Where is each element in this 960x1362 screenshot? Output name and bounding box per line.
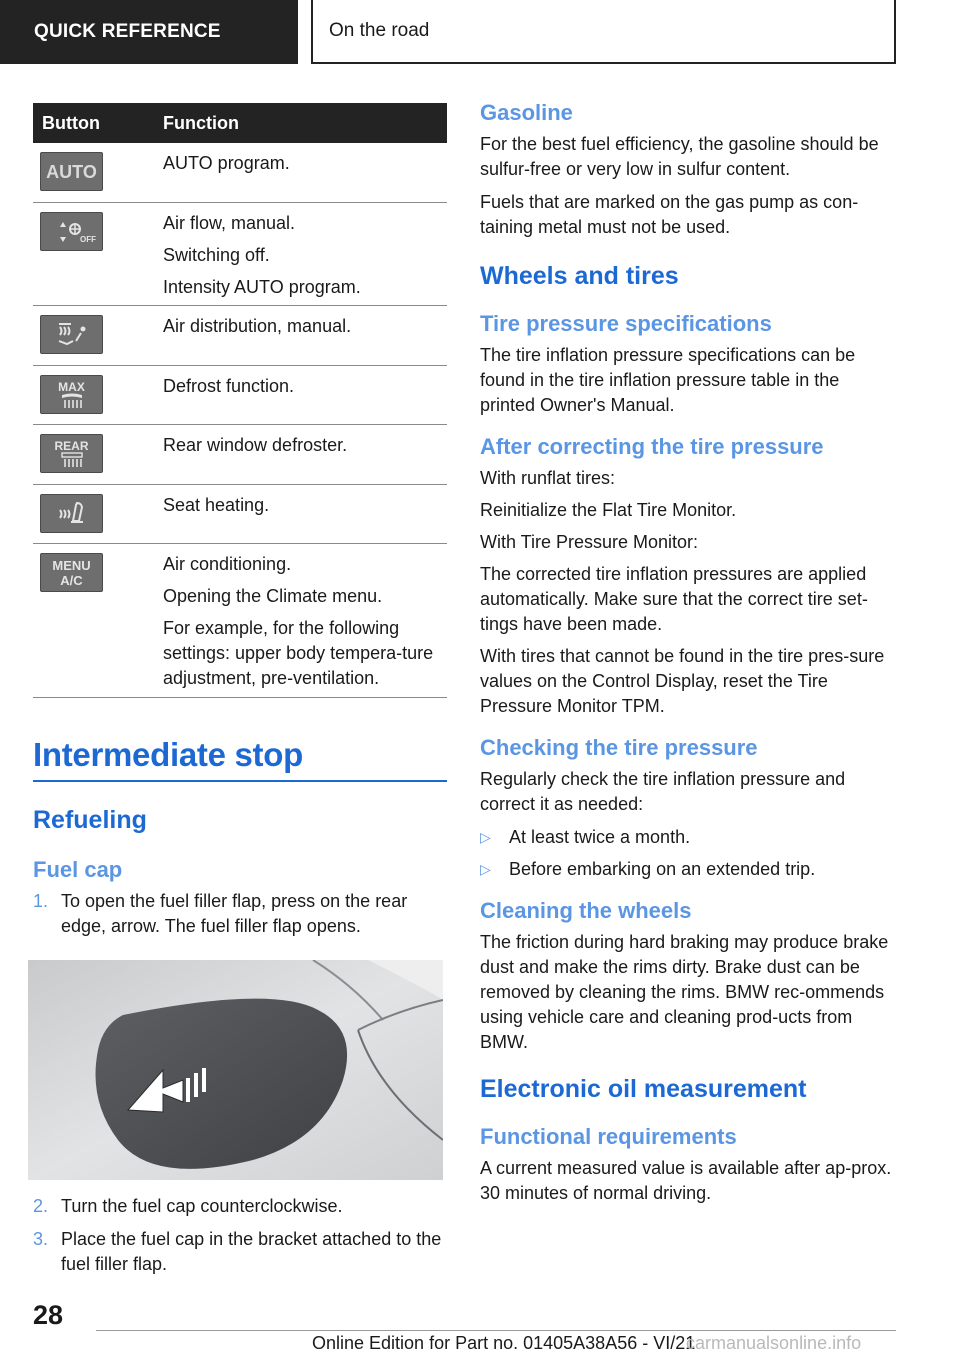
table-row (33, 203, 447, 306)
list-item: 3. Place the fuel cap in the bracket attached to the fuel filler flap. (33, 1229, 442, 1274)
heading-fuel-cap: Fuel cap (33, 857, 123, 882)
defrost-max-button-icon: MAX (40, 375, 103, 414)
table-row (33, 485, 447, 544)
heading-wheels-and-tires: Wheels and tires (480, 262, 679, 290)
right-column (480, 100, 898, 1206)
section-tab: QUICK REFERENCE (0, 0, 298, 64)
function-text: Opening the Climate menu. (163, 586, 383, 606)
table-row (33, 366, 447, 425)
triangle-bullet-icon: ▷ (480, 861, 491, 877)
paragraph: With Tire Pressure Monitor: (480, 532, 699, 552)
seat-heating-button-icon (40, 494, 103, 533)
menu-ac-button-icon: MENU A/C (40, 553, 103, 592)
function-text: For example, for the following settings: upper body tempera-ture adjustment, pre-ventilation. (163, 618, 434, 688)
list-item: 1. To open the fuel filler flap, press on the rear edge, arrow. The fuel filler flap opens. (33, 891, 408, 936)
paragraph: The tire inflation pressure specifications can be found in the tire inflation pressure table in the printed Owner's Manual. (480, 345, 856, 415)
function-text: Intensity AUTO program. (163, 277, 361, 297)
heading-refueling: Refueling (33, 806, 147, 834)
function-text: Air distribution, manual. (163, 316, 352, 336)
watermark: carmanualsonline.info (686, 1333, 862, 1353)
function-text: Rear window defroster. (163, 435, 348, 455)
function-text: Switching off. (163, 245, 270, 265)
paragraph: Fuels that are marked on the gas pump as con-taining metal must not be used. (480, 192, 859, 237)
footer-edition: Online Edition for Part no. 01405A38A56 - VI/21 (312, 1333, 696, 1353)
heading-cleaning-wheels: Cleaning the wheels (480, 898, 692, 923)
heading-functional-requirements: Functional requirements (480, 1124, 737, 1149)
list-item: ▷ Before embarking on an extended trip. (480, 857, 898, 882)
footer-rule (96, 1330, 896, 1331)
heading-rule (33, 780, 447, 782)
column-header-function: Function (163, 113, 239, 133)
heading-gasoline: Gasoline (480, 100, 573, 125)
paragraph: Reinitialize the Flat Tire Monitor. (480, 500, 737, 520)
paragraph: Regularly check the tire inflation pressure and correct it as needed: (480, 769, 846, 814)
table-row (33, 143, 447, 203)
heading-tire-pressure-specifications: Tire pressure specifications (480, 311, 772, 336)
heading-electronic-oil-measurement: Electronic oil measurement (480, 1075, 807, 1103)
function-text: Defrost function. (163, 376, 295, 396)
heading-intermediate-stop: Intermediate stop (33, 736, 303, 773)
column-header-button: Button (42, 113, 100, 133)
table-header (33, 103, 447, 143)
list-item: ▷ At least twice a month. (480, 825, 898, 850)
chapter-title: On the road (311, 0, 896, 64)
function-text: Air conditioning. (163, 554, 292, 574)
function-text: Air flow, manual. (163, 213, 296, 233)
table-row (33, 544, 447, 698)
paragraph: The corrected tire inflation pressures are applied automatically. Make sure that the correct tire set-tings have been made. (480, 564, 868, 634)
triangle-bullet-icon: ▷ (480, 829, 491, 845)
auto-program-button-icon: AUTO (40, 152, 103, 191)
air-distribution-button-icon (40, 315, 103, 354)
function-text: AUTO program. (163, 153, 290, 173)
table-row (33, 306, 447, 366)
paragraph: A current measured value is available after ap-prox. 30 minutes of normal driving. (480, 1158, 892, 1203)
button-function-table (33, 103, 447, 698)
page-number: 28 (33, 1300, 64, 1330)
paragraph: The friction during hard braking may produce brake dust and make the rims dirty. Brake dust can be removed by cleaning the rims. BMW rec-ommends using vehicle care and cleaning prod-ucts from BMW. (480, 932, 889, 1052)
table-row (33, 425, 447, 485)
heading-checking-tire-pressure: Checking the tire pressure (480, 735, 758, 760)
paragraph: For the best fuel efficiency, the gasoline should be sulfur-free or very low in sulfur content. (480, 134, 879, 179)
rear-defroster-button-icon: REAR (40, 434, 103, 473)
paragraph: With runflat tires: (480, 468, 616, 488)
heading-after-correcting: After correcting the tire pressure (480, 434, 824, 459)
air-flow-off-button-icon: OFF (40, 212, 103, 251)
list-item: 2. Turn the fuel cap counterclockwise. (33, 1196, 343, 1216)
paragraph: With tires that cannot be found in the tire pres-sure values on the Control Display, reset the Tire Pressure Monitor TPM. (480, 646, 885, 716)
fuel-cap-photo (28, 960, 443, 1180)
function-text: Seat heating. (163, 495, 270, 515)
